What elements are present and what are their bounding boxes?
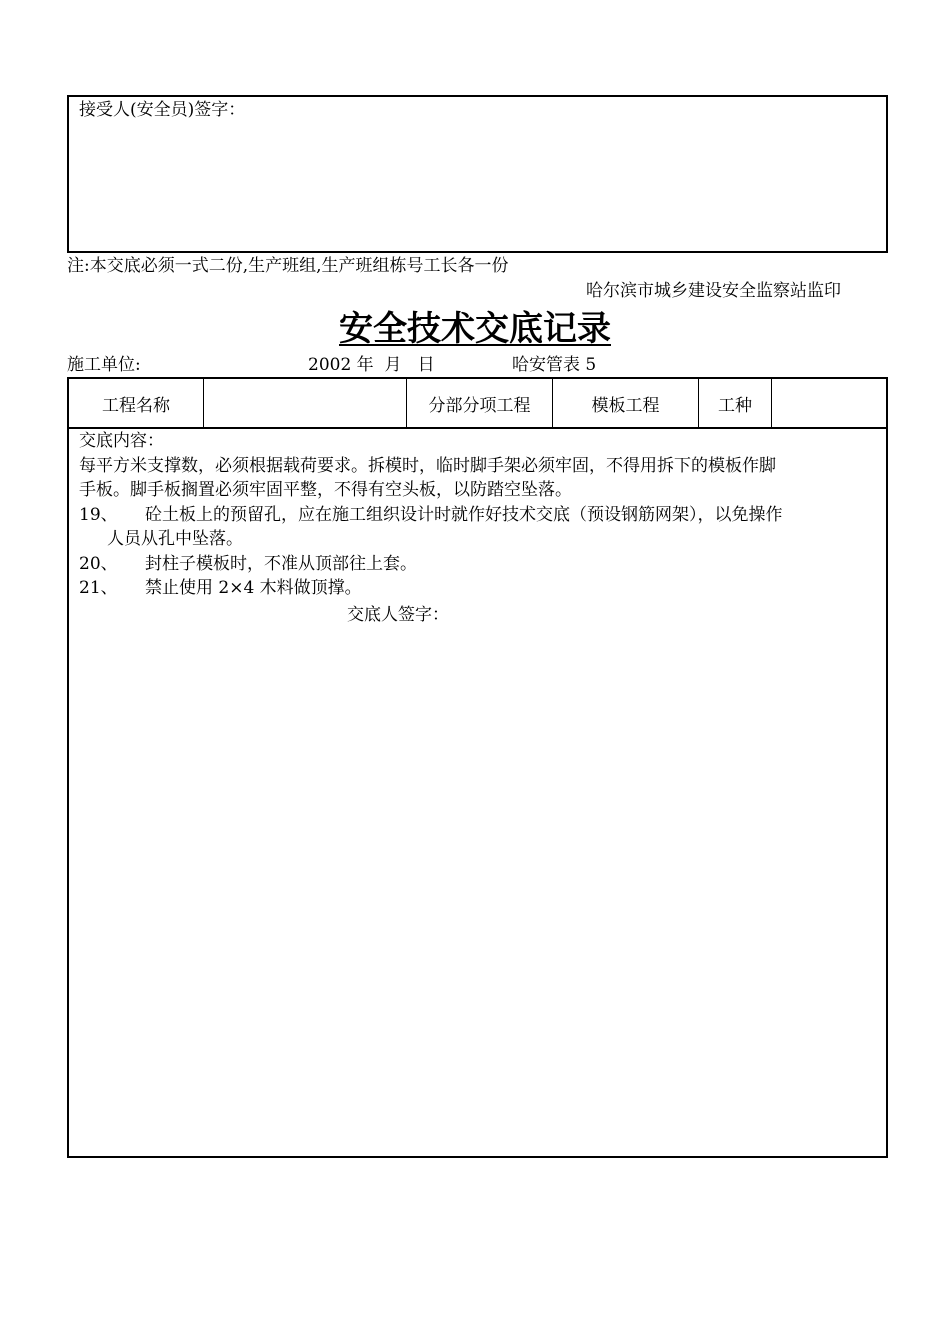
disclosure-content-box (67, 427, 888, 1158)
item-text: 砼土板上的预留孔，应在施工组织设计时就作好技术交底（预设钢筋网架），以免操作 (145, 505, 783, 525)
project-name-field[interactable] (204, 379, 407, 427)
note-text: 注:本交底必须一式二份,生产班组,生产班组栋号工长各一份 (67, 256, 509, 276)
page-title: 安全技术交底记录 (339, 309, 611, 349)
content-paragraph-line: 手板。脚手板搁置必须牢固平整，不得有空头板，以防踏空坠落。 (79, 480, 572, 500)
seal-text: 哈尔滨市城乡建设安全监察站监印 (586, 281, 841, 301)
trade-field[interactable] (772, 379, 886, 427)
item-number: 21、 (79, 578, 118, 598)
item-number: 20、 (79, 554, 118, 574)
item-number: 19、 (79, 505, 118, 525)
receiver-signature-box (67, 95, 888, 253)
item-text: 禁止使用 2×4 木料做顶撑。 (145, 578, 362, 598)
discloser-signature-label: 交底人签字： (347, 605, 449, 625)
project-name-label: 工程名称 (69, 379, 204, 427)
date-field: 2002 年 月 日 (308, 355, 435, 375)
subproject-label: 分部分项工程 (407, 379, 553, 427)
item-text-continued: 人员从孔中坠落。 (107, 529, 243, 549)
form-number: 哈安管表 5 (512, 355, 597, 375)
content-paragraph-line: 每平方米支撑数，必须根据载荷要求。拆模时，临时脚手架必须牢固，不得用拆下的模板作脚 (79, 456, 776, 476)
construction-unit-label: 施工单位: (67, 355, 141, 375)
receiver-signature-label: 接受人(安全员)签字： (79, 100, 246, 120)
subproject-field[interactable]: 模板工程 (553, 379, 699, 427)
content-heading: 交底内容： (79, 431, 164, 451)
item-text: 封柱子模板时，不准从顶部往上套。 (145, 554, 417, 574)
project-info-row (67, 377, 888, 429)
trade-label: 工种 (699, 379, 772, 427)
